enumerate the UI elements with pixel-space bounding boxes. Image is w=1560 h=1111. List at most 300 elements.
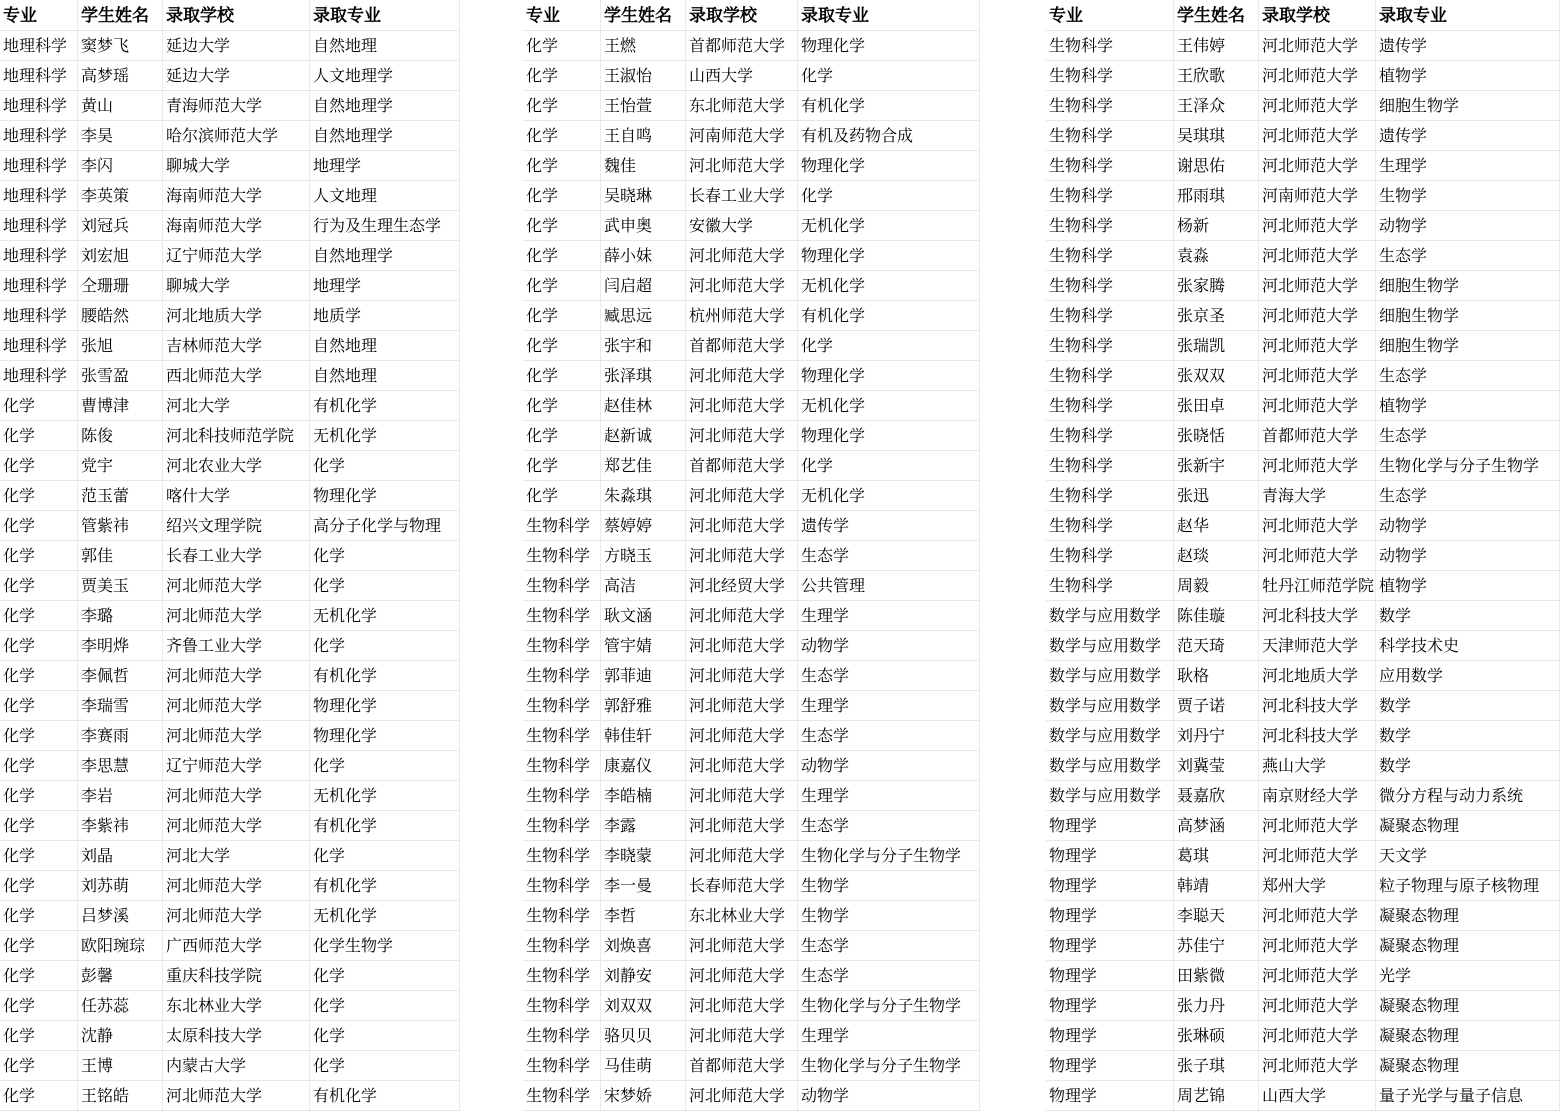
school-cell[interactable]: 河北师范大学 bbox=[1259, 390, 1376, 420]
student-name-cell[interactable]: 黄山 bbox=[78, 90, 163, 120]
student-name-cell[interactable]: 王博 bbox=[78, 1050, 163, 1080]
school-cell[interactable]: 牡丹江师范学院 bbox=[1259, 570, 1376, 600]
major-cell[interactable]: 生物科学 bbox=[523, 810, 601, 840]
major-cell[interactable]: 化学 bbox=[0, 780, 78, 810]
major-cell[interactable]: 地理科学 bbox=[0, 90, 78, 120]
admitted-major-cell[interactable]: 生理学 bbox=[798, 600, 980, 630]
admitted-major-cell[interactable]: 生物学 bbox=[1376, 180, 1560, 210]
major-cell[interactable]: 生物科学 bbox=[1046, 450, 1174, 480]
student-name-cell[interactable]: 刘冠兵 bbox=[78, 210, 163, 240]
student-name-cell[interactable]: 张新宇 bbox=[1174, 450, 1259, 480]
school-cell[interactable]: 河北师范大学 bbox=[1259, 900, 1376, 930]
student-name-cell[interactable]: 赵新诚 bbox=[601, 420, 686, 450]
student-name-cell[interactable]: 郑艺佳 bbox=[601, 450, 686, 480]
major-cell[interactable]: 物理学 bbox=[1046, 900, 1174, 930]
school-cell[interactable]: 河北师范大学 bbox=[686, 750, 798, 780]
student-name-cell[interactable]: 郭舒雅 bbox=[601, 690, 686, 720]
admitted-major-cell[interactable]: 人文地理 bbox=[310, 180, 460, 210]
school-cell[interactable]: 河北师范大学 bbox=[686, 360, 798, 390]
major-cell[interactable]: 化学 bbox=[523, 270, 601, 300]
student-name-cell[interactable]: 韩佳轩 bbox=[601, 720, 686, 750]
school-cell[interactable]: 河北师范大学 bbox=[1259, 300, 1376, 330]
student-name-cell[interactable]: 臧思远 bbox=[601, 300, 686, 330]
student-name-cell[interactable]: 欧阳琬琮 bbox=[78, 930, 163, 960]
admitted-major-cell[interactable]: 无机化学 bbox=[798, 390, 980, 420]
major-cell[interactable]: 物理学 bbox=[1046, 1050, 1174, 1080]
school-cell[interactable]: 河南师范大学 bbox=[1259, 180, 1376, 210]
major-cell[interactable]: 生物科学 bbox=[1046, 150, 1174, 180]
school-cell[interactable]: 河北科技大学 bbox=[1259, 690, 1376, 720]
school-cell[interactable]: 河北师范大学 bbox=[686, 600, 798, 630]
student-name-cell[interactable]: 李岩 bbox=[78, 780, 163, 810]
student-name-cell[interactable]: 吕梦溪 bbox=[78, 900, 163, 930]
column-header[interactable]: 学生姓名 bbox=[601, 0, 686, 30]
school-cell[interactable]: 河北师范大学 bbox=[686, 390, 798, 420]
major-cell[interactable]: 化学 bbox=[523, 360, 601, 390]
school-cell[interactable]: 河北师范大学 bbox=[163, 600, 310, 630]
student-name-cell[interactable]: 腰皓然 bbox=[78, 300, 163, 330]
admitted-major-cell[interactable]: 生理学 bbox=[798, 780, 980, 810]
major-cell[interactable]: 生物科学 bbox=[1046, 300, 1174, 330]
student-name-cell[interactable]: 李瑞雪 bbox=[78, 690, 163, 720]
school-cell[interactable]: 河北师范大学 bbox=[1259, 270, 1376, 300]
major-cell[interactable]: 化学 bbox=[0, 510, 78, 540]
admitted-major-cell[interactable]: 物理化学 bbox=[798, 420, 980, 450]
student-name-cell[interactable]: 范玉蕾 bbox=[78, 480, 163, 510]
major-cell[interactable]: 化学 bbox=[0, 660, 78, 690]
admitted-major-cell[interactable]: 无机化学 bbox=[310, 780, 460, 810]
admitted-major-cell[interactable]: 自然地理学 bbox=[310, 90, 460, 120]
school-cell[interactable]: 河北师范大学 bbox=[1259, 90, 1376, 120]
school-cell[interactable]: 长春师范大学 bbox=[686, 870, 798, 900]
major-cell[interactable]: 物理学 bbox=[1046, 870, 1174, 900]
admitted-major-cell[interactable]: 自然地理 bbox=[310, 360, 460, 390]
school-cell[interactable]: 河南师范大学 bbox=[686, 120, 798, 150]
student-name-cell[interactable]: 陈俊 bbox=[78, 420, 163, 450]
student-name-cell[interactable]: 李闪 bbox=[78, 150, 163, 180]
student-name-cell[interactable]: 张双双 bbox=[1174, 360, 1259, 390]
major-cell[interactable]: 物理学 bbox=[1046, 990, 1174, 1020]
major-cell[interactable]: 化学 bbox=[523, 150, 601, 180]
major-cell[interactable]: 生物科学 bbox=[523, 990, 601, 1020]
student-name-cell[interactable]: 耿格 bbox=[1174, 660, 1259, 690]
student-name-cell[interactable]: 周艺锦 bbox=[1174, 1080, 1259, 1110]
admitted-major-cell[interactable]: 物理化学 bbox=[798, 240, 980, 270]
school-cell[interactable]: 河北师范大学 bbox=[686, 240, 798, 270]
student-name-cell[interactable]: 贾子诺 bbox=[1174, 690, 1259, 720]
school-cell[interactable]: 西北师范大学 bbox=[163, 360, 310, 390]
major-cell[interactable]: 生物科学 bbox=[1046, 390, 1174, 420]
major-cell[interactable]: 生物科学 bbox=[1046, 90, 1174, 120]
admitted-major-cell[interactable]: 生态学 bbox=[798, 810, 980, 840]
admitted-major-cell[interactable]: 自然地理 bbox=[310, 30, 460, 60]
admitted-major-cell[interactable]: 有机化学 bbox=[310, 1080, 460, 1110]
school-cell[interactable]: 喀什大学 bbox=[163, 480, 310, 510]
student-name-cell[interactable]: 方晓玉 bbox=[601, 540, 686, 570]
major-cell[interactable]: 物理学 bbox=[1046, 840, 1174, 870]
admitted-major-cell[interactable]: 无机化学 bbox=[798, 480, 980, 510]
admitted-major-cell[interactable]: 遗传学 bbox=[1376, 120, 1560, 150]
student-name-cell[interactable]: 李英策 bbox=[78, 180, 163, 210]
student-name-cell[interactable]: 田紫微 bbox=[1174, 960, 1259, 990]
school-cell[interactable]: 安徽大学 bbox=[686, 210, 798, 240]
major-cell[interactable]: 生物科学 bbox=[523, 780, 601, 810]
admitted-major-cell[interactable]: 粒子物理与原子核物理 bbox=[1376, 870, 1560, 900]
school-cell[interactable]: 河北师范大学 bbox=[163, 690, 310, 720]
column-header[interactable]: 录取学校 bbox=[163, 0, 310, 30]
major-cell[interactable]: 生物科学 bbox=[1046, 210, 1174, 240]
student-name-cell[interactable]: 赵华 bbox=[1174, 510, 1259, 540]
school-cell[interactable]: 河北师范大学 bbox=[1259, 540, 1376, 570]
admitted-major-cell[interactable]: 光学 bbox=[1376, 960, 1560, 990]
student-name-cell[interactable]: 张泽琪 bbox=[601, 360, 686, 390]
school-cell[interactable]: 河北大学 bbox=[163, 390, 310, 420]
student-name-cell[interactable]: 张旭 bbox=[78, 330, 163, 360]
admitted-major-cell[interactable]: 微分方程与动力系统 bbox=[1376, 780, 1560, 810]
student-name-cell[interactable]: 李紫祎 bbox=[78, 810, 163, 840]
admitted-major-cell[interactable]: 生物学 bbox=[798, 870, 980, 900]
student-name-cell[interactable]: 李皓楠 bbox=[601, 780, 686, 810]
major-cell[interactable]: 数学与应用数学 bbox=[1046, 690, 1174, 720]
school-cell[interactable]: 辽宁师范大学 bbox=[163, 240, 310, 270]
admitted-major-cell[interactable]: 生态学 bbox=[1376, 480, 1560, 510]
school-cell[interactable]: 河北科技大学 bbox=[1259, 720, 1376, 750]
major-cell[interactable]: 生物科学 bbox=[523, 1080, 601, 1110]
school-cell[interactable]: 南京财经大学 bbox=[1259, 780, 1376, 810]
admitted-major-cell[interactable]: 化学 bbox=[310, 450, 460, 480]
major-cell[interactable]: 生物科学 bbox=[523, 960, 601, 990]
school-cell[interactable]: 海南师范大学 bbox=[163, 210, 310, 240]
admitted-major-cell[interactable]: 有机及药物合成 bbox=[798, 120, 980, 150]
student-name-cell[interactable]: 吴琪琪 bbox=[1174, 120, 1259, 150]
school-cell[interactable]: 河北地质大学 bbox=[1259, 660, 1376, 690]
major-cell[interactable]: 生物科学 bbox=[1046, 420, 1174, 450]
admitted-major-cell[interactable]: 生理学 bbox=[798, 690, 980, 720]
major-cell[interactable]: 生物科学 bbox=[1046, 570, 1174, 600]
major-cell[interactable]: 生物科学 bbox=[1046, 330, 1174, 360]
major-cell[interactable]: 生物科学 bbox=[1046, 510, 1174, 540]
admitted-major-cell[interactable]: 行为及生理生态学 bbox=[310, 210, 460, 240]
admitted-major-cell[interactable]: 人文地理学 bbox=[310, 60, 460, 90]
school-cell[interactable]: 河北师范大学 bbox=[686, 420, 798, 450]
admitted-major-cell[interactable]: 地理学 bbox=[310, 150, 460, 180]
admitted-major-cell[interactable]: 无机化学 bbox=[310, 600, 460, 630]
admitted-major-cell[interactable]: 数学 bbox=[1376, 690, 1560, 720]
column-header[interactable]: 录取专业 bbox=[798, 0, 980, 30]
student-name-cell[interactable]: 陈佳璇 bbox=[1174, 600, 1259, 630]
admitted-major-cell[interactable]: 地质学 bbox=[310, 300, 460, 330]
major-cell[interactable]: 生物科学 bbox=[1046, 360, 1174, 390]
major-cell[interactable]: 化学 bbox=[0, 390, 78, 420]
column-header[interactable]: 专业 bbox=[1046, 0, 1174, 30]
major-cell[interactable]: 化学 bbox=[0, 570, 78, 600]
admitted-major-cell[interactable]: 动物学 bbox=[1376, 210, 1560, 240]
student-name-cell[interactable]: 张子琪 bbox=[1174, 1050, 1259, 1080]
admitted-major-cell[interactable]: 化学 bbox=[798, 60, 980, 90]
admitted-major-cell[interactable]: 植物学 bbox=[1376, 570, 1560, 600]
student-name-cell[interactable]: 张田卓 bbox=[1174, 390, 1259, 420]
admitted-major-cell[interactable]: 生态学 bbox=[1376, 420, 1560, 450]
student-name-cell[interactable]: 张琳硕 bbox=[1174, 1020, 1259, 1050]
major-cell[interactable]: 地理科学 bbox=[0, 60, 78, 90]
admitted-major-cell[interactable]: 物理化学 bbox=[798, 150, 980, 180]
school-cell[interactable]: 河北经贸大学 bbox=[686, 570, 798, 600]
admitted-major-cell[interactable]: 应用数学 bbox=[1376, 660, 1560, 690]
school-cell[interactable]: 河北师范大学 bbox=[686, 960, 798, 990]
major-cell[interactable]: 生物科学 bbox=[523, 630, 601, 660]
major-cell[interactable]: 生物科学 bbox=[1046, 540, 1174, 570]
column-header[interactable]: 学生姓名 bbox=[78, 0, 163, 30]
admitted-major-cell[interactable]: 生态学 bbox=[798, 540, 980, 570]
student-name-cell[interactable]: 刘宏旭 bbox=[78, 240, 163, 270]
student-name-cell[interactable]: 窦梦飞 bbox=[78, 30, 163, 60]
admitted-major-cell[interactable]: 化学 bbox=[310, 990, 460, 1020]
admitted-major-cell[interactable]: 有机化学 bbox=[310, 660, 460, 690]
student-name-cell[interactable]: 薛小妹 bbox=[601, 240, 686, 270]
student-name-cell[interactable]: 苏佳宁 bbox=[1174, 930, 1259, 960]
student-name-cell[interactable]: 郭佳 bbox=[78, 540, 163, 570]
major-cell[interactable]: 地理科学 bbox=[0, 30, 78, 60]
admitted-major-cell[interactable]: 动物学 bbox=[798, 750, 980, 780]
major-cell[interactable]: 生物科学 bbox=[523, 570, 601, 600]
major-cell[interactable]: 地理科学 bbox=[0, 240, 78, 270]
school-cell[interactable]: 河北师范大学 bbox=[1259, 150, 1376, 180]
admitted-major-cell[interactable]: 物理化学 bbox=[798, 30, 980, 60]
admitted-major-cell[interactable]: 遗传学 bbox=[798, 510, 980, 540]
student-name-cell[interactable]: 李哲 bbox=[601, 900, 686, 930]
student-name-cell[interactable]: 高梦涵 bbox=[1174, 810, 1259, 840]
student-name-cell[interactable]: 管紫祎 bbox=[78, 510, 163, 540]
school-cell[interactable]: 河北师范大学 bbox=[1259, 1050, 1376, 1080]
school-cell[interactable]: 河北师范大学 bbox=[163, 570, 310, 600]
admitted-major-cell[interactable]: 有机化学 bbox=[310, 810, 460, 840]
admitted-major-cell[interactable]: 生物学 bbox=[798, 900, 980, 930]
major-cell[interactable]: 生物科学 bbox=[1046, 270, 1174, 300]
admitted-major-cell[interactable]: 动物学 bbox=[1376, 510, 1560, 540]
admitted-major-cell[interactable]: 凝聚态物理 bbox=[1376, 1020, 1560, 1050]
admitted-major-cell[interactable]: 化学 bbox=[310, 1020, 460, 1050]
major-cell[interactable]: 化学 bbox=[523, 60, 601, 90]
student-name-cell[interactable]: 贾美玉 bbox=[78, 570, 163, 600]
school-cell[interactable]: 辽宁师范大学 bbox=[163, 750, 310, 780]
student-name-cell[interactable]: 王欣歌 bbox=[1174, 60, 1259, 90]
admitted-major-cell[interactable]: 生理学 bbox=[798, 1020, 980, 1050]
major-cell[interactable]: 生物科学 bbox=[523, 750, 601, 780]
student-name-cell[interactable]: 郭菲迪 bbox=[601, 660, 686, 690]
admitted-major-cell[interactable]: 细胞生物学 bbox=[1376, 90, 1560, 120]
major-cell[interactable]: 化学 bbox=[0, 840, 78, 870]
major-cell[interactable]: 生物科学 bbox=[523, 690, 601, 720]
major-cell[interactable]: 地理科学 bbox=[0, 270, 78, 300]
student-name-cell[interactable]: 张宇和 bbox=[601, 330, 686, 360]
major-cell[interactable]: 生物科学 bbox=[523, 1020, 601, 1050]
school-cell[interactable]: 哈尔滨师范大学 bbox=[163, 120, 310, 150]
admitted-major-cell[interactable]: 有机化学 bbox=[798, 300, 980, 330]
school-cell[interactable]: 延边大学 bbox=[163, 30, 310, 60]
student-name-cell[interactable]: 闫启超 bbox=[601, 270, 686, 300]
school-cell[interactable]: 河北师范大学 bbox=[163, 900, 310, 930]
column-header[interactable]: 学生姓名 bbox=[1174, 0, 1259, 30]
admitted-major-cell[interactable]: 细胞生物学 bbox=[1376, 330, 1560, 360]
major-cell[interactable]: 化学 bbox=[523, 390, 601, 420]
major-cell[interactable]: 物理学 bbox=[1046, 930, 1174, 960]
student-name-cell[interactable]: 刘静安 bbox=[601, 960, 686, 990]
school-cell[interactable]: 聊城大学 bbox=[163, 270, 310, 300]
major-cell[interactable]: 化学 bbox=[0, 480, 78, 510]
major-cell[interactable]: 化学 bbox=[523, 450, 601, 480]
school-cell[interactable]: 河北师范大学 bbox=[163, 720, 310, 750]
school-cell[interactable]: 河北师范大学 bbox=[1259, 840, 1376, 870]
major-cell[interactable]: 化学 bbox=[0, 420, 78, 450]
school-cell[interactable]: 内蒙古大学 bbox=[163, 1050, 310, 1080]
student-name-cell[interactable]: 张家腾 bbox=[1174, 270, 1259, 300]
student-name-cell[interactable]: 李明烨 bbox=[78, 630, 163, 660]
admitted-major-cell[interactable]: 生态学 bbox=[798, 930, 980, 960]
major-cell[interactable]: 生物科学 bbox=[1046, 240, 1174, 270]
school-cell[interactable]: 广西师范大学 bbox=[163, 930, 310, 960]
admitted-major-cell[interactable]: 化学 bbox=[310, 960, 460, 990]
major-cell[interactable]: 生物科学 bbox=[523, 720, 601, 750]
student-name-cell[interactable]: 张雪盈 bbox=[78, 360, 163, 390]
major-cell[interactable]: 化学 bbox=[523, 330, 601, 360]
major-cell[interactable]: 化学 bbox=[523, 90, 601, 120]
admitted-major-cell[interactable]: 生理学 bbox=[1376, 150, 1560, 180]
major-cell[interactable]: 数学与应用数学 bbox=[1046, 780, 1174, 810]
major-cell[interactable]: 化学 bbox=[0, 540, 78, 570]
school-cell[interactable]: 河北科技大学 bbox=[1259, 600, 1376, 630]
school-cell[interactable]: 河北师范大学 bbox=[1259, 60, 1376, 90]
school-cell[interactable]: 重庆科技学院 bbox=[163, 960, 310, 990]
student-name-cell[interactable]: 刘苏萌 bbox=[78, 870, 163, 900]
admitted-major-cell[interactable]: 地理学 bbox=[310, 270, 460, 300]
major-cell[interactable]: 地理科学 bbox=[0, 360, 78, 390]
school-cell[interactable]: 河北师范大学 bbox=[686, 630, 798, 660]
student-name-cell[interactable]: 管宇婧 bbox=[601, 630, 686, 660]
admitted-major-cell[interactable]: 数学 bbox=[1376, 720, 1560, 750]
major-cell[interactable]: 生物科学 bbox=[523, 1050, 601, 1080]
student-name-cell[interactable]: 李聪天 bbox=[1174, 900, 1259, 930]
major-cell[interactable]: 地理科学 bbox=[0, 180, 78, 210]
student-name-cell[interactable]: 李露 bbox=[601, 810, 686, 840]
school-cell[interactable]: 首都师范大学 bbox=[1259, 420, 1376, 450]
major-cell[interactable]: 化学 bbox=[0, 720, 78, 750]
school-cell[interactable]: 河北师范大学 bbox=[686, 1020, 798, 1050]
student-name-cell[interactable]: 沈静 bbox=[78, 1020, 163, 1050]
school-cell[interactable]: 河北师范大学 bbox=[1259, 360, 1376, 390]
school-cell[interactable]: 长春工业大学 bbox=[163, 540, 310, 570]
admitted-major-cell[interactable]: 生物化学与分子生物学 bbox=[798, 990, 980, 1020]
school-cell[interactable]: 太原科技大学 bbox=[163, 1020, 310, 1050]
admitted-major-cell[interactable]: 凝聚态物理 bbox=[1376, 990, 1560, 1020]
major-cell[interactable]: 化学 bbox=[523, 480, 601, 510]
school-cell[interactable]: 河北师范大学 bbox=[686, 990, 798, 1020]
major-cell[interactable]: 化学 bbox=[523, 180, 601, 210]
major-cell[interactable]: 化学 bbox=[0, 810, 78, 840]
admitted-major-cell[interactable]: 物理化学 bbox=[798, 360, 980, 390]
school-cell[interactable]: 青海师范大学 bbox=[163, 90, 310, 120]
major-cell[interactable]: 生物科学 bbox=[1046, 60, 1174, 90]
school-cell[interactable]: 首都师范大学 bbox=[686, 450, 798, 480]
school-cell[interactable]: 河北师范大学 bbox=[163, 660, 310, 690]
admitted-major-cell[interactable]: 凝聚态物理 bbox=[1376, 930, 1560, 960]
major-cell[interactable]: 生物科学 bbox=[523, 660, 601, 690]
admitted-major-cell[interactable]: 无机化学 bbox=[310, 900, 460, 930]
student-name-cell[interactable]: 高洁 bbox=[601, 570, 686, 600]
student-name-cell[interactable]: 李赛雨 bbox=[78, 720, 163, 750]
admitted-major-cell[interactable]: 有机化学 bbox=[310, 390, 460, 420]
admitted-major-cell[interactable]: 动物学 bbox=[798, 630, 980, 660]
admitted-major-cell[interactable]: 化学 bbox=[310, 1050, 460, 1080]
admitted-major-cell[interactable]: 遗传学 bbox=[1376, 30, 1560, 60]
major-cell[interactable]: 生物科学 bbox=[523, 600, 601, 630]
student-name-cell[interactable]: 袁淼 bbox=[1174, 240, 1259, 270]
student-name-cell[interactable]: 范天琦 bbox=[1174, 630, 1259, 660]
admitted-major-cell[interactable]: 化学 bbox=[310, 570, 460, 600]
major-cell[interactable]: 数学与应用数学 bbox=[1046, 750, 1174, 780]
student-name-cell[interactable]: 刘双双 bbox=[601, 990, 686, 1020]
major-cell[interactable]: 化学 bbox=[0, 930, 78, 960]
admitted-major-cell[interactable]: 植物学 bbox=[1376, 60, 1560, 90]
admitted-major-cell[interactable]: 细胞生物学 bbox=[1376, 270, 1560, 300]
school-cell[interactable]: 河北师范大学 bbox=[163, 810, 310, 840]
admitted-major-cell[interactable]: 化学 bbox=[310, 630, 460, 660]
student-name-cell[interactable]: 王铭皓 bbox=[78, 1080, 163, 1110]
school-cell[interactable]: 河北师范大学 bbox=[686, 1080, 798, 1110]
major-cell[interactable]: 数学与应用数学 bbox=[1046, 600, 1174, 630]
school-cell[interactable]: 河北师范大学 bbox=[686, 660, 798, 690]
column-header[interactable]: 录取专业 bbox=[310, 0, 460, 30]
student-name-cell[interactable]: 李璐 bbox=[78, 600, 163, 630]
student-name-cell[interactable]: 王泽众 bbox=[1174, 90, 1259, 120]
student-name-cell[interactable]: 葛琪 bbox=[1174, 840, 1259, 870]
school-cell[interactable]: 齐鲁工业大学 bbox=[163, 630, 310, 660]
major-cell[interactable]: 化学 bbox=[0, 870, 78, 900]
student-name-cell[interactable]: 王自鸣 bbox=[601, 120, 686, 150]
school-cell[interactable]: 海南师范大学 bbox=[163, 180, 310, 210]
admitted-major-cell[interactable]: 生物化学与分子生物学 bbox=[798, 1050, 980, 1080]
student-name-cell[interactable]: 李昊 bbox=[78, 120, 163, 150]
admitted-major-cell[interactable]: 生态学 bbox=[1376, 360, 1560, 390]
admitted-major-cell[interactable]: 化学 bbox=[798, 450, 980, 480]
school-cell[interactable]: 河北大学 bbox=[163, 840, 310, 870]
student-name-cell[interactable]: 张晓恬 bbox=[1174, 420, 1259, 450]
school-cell[interactable]: 河北师范大学 bbox=[686, 930, 798, 960]
student-name-cell[interactable]: 李一曼 bbox=[601, 870, 686, 900]
school-cell[interactable]: 天津师范大学 bbox=[1259, 630, 1376, 660]
student-name-cell[interactable]: 刘晶 bbox=[78, 840, 163, 870]
school-cell[interactable]: 河北师范大学 bbox=[686, 510, 798, 540]
column-header[interactable]: 专业 bbox=[523, 0, 601, 30]
admitted-major-cell[interactable]: 生态学 bbox=[798, 720, 980, 750]
student-name-cell[interactable]: 魏佳 bbox=[601, 150, 686, 180]
student-name-cell[interactable]: 王怡萱 bbox=[601, 90, 686, 120]
column-header[interactable]: 录取学校 bbox=[1259, 0, 1376, 30]
major-cell[interactable]: 生物科学 bbox=[523, 930, 601, 960]
student-name-cell[interactable]: 王淑怡 bbox=[601, 60, 686, 90]
school-cell[interactable]: 首都师范大学 bbox=[686, 1050, 798, 1080]
school-cell[interactable]: 河北师范大学 bbox=[1259, 930, 1376, 960]
school-cell[interactable]: 河北师范大学 bbox=[1259, 510, 1376, 540]
major-cell[interactable]: 物理学 bbox=[1046, 1080, 1174, 1110]
admitted-major-cell[interactable]: 生物化学与分子生物学 bbox=[798, 840, 980, 870]
column-header[interactable]: 录取学校 bbox=[686, 0, 798, 30]
student-name-cell[interactable]: 李晓蒙 bbox=[601, 840, 686, 870]
student-name-cell[interactable]: 党宇 bbox=[78, 450, 163, 480]
student-name-cell[interactable]: 吴晓琳 bbox=[601, 180, 686, 210]
major-cell[interactable]: 化学 bbox=[0, 750, 78, 780]
student-name-cell[interactable]: 聂嘉欣 bbox=[1174, 780, 1259, 810]
admitted-major-cell[interactable]: 动物学 bbox=[1376, 540, 1560, 570]
